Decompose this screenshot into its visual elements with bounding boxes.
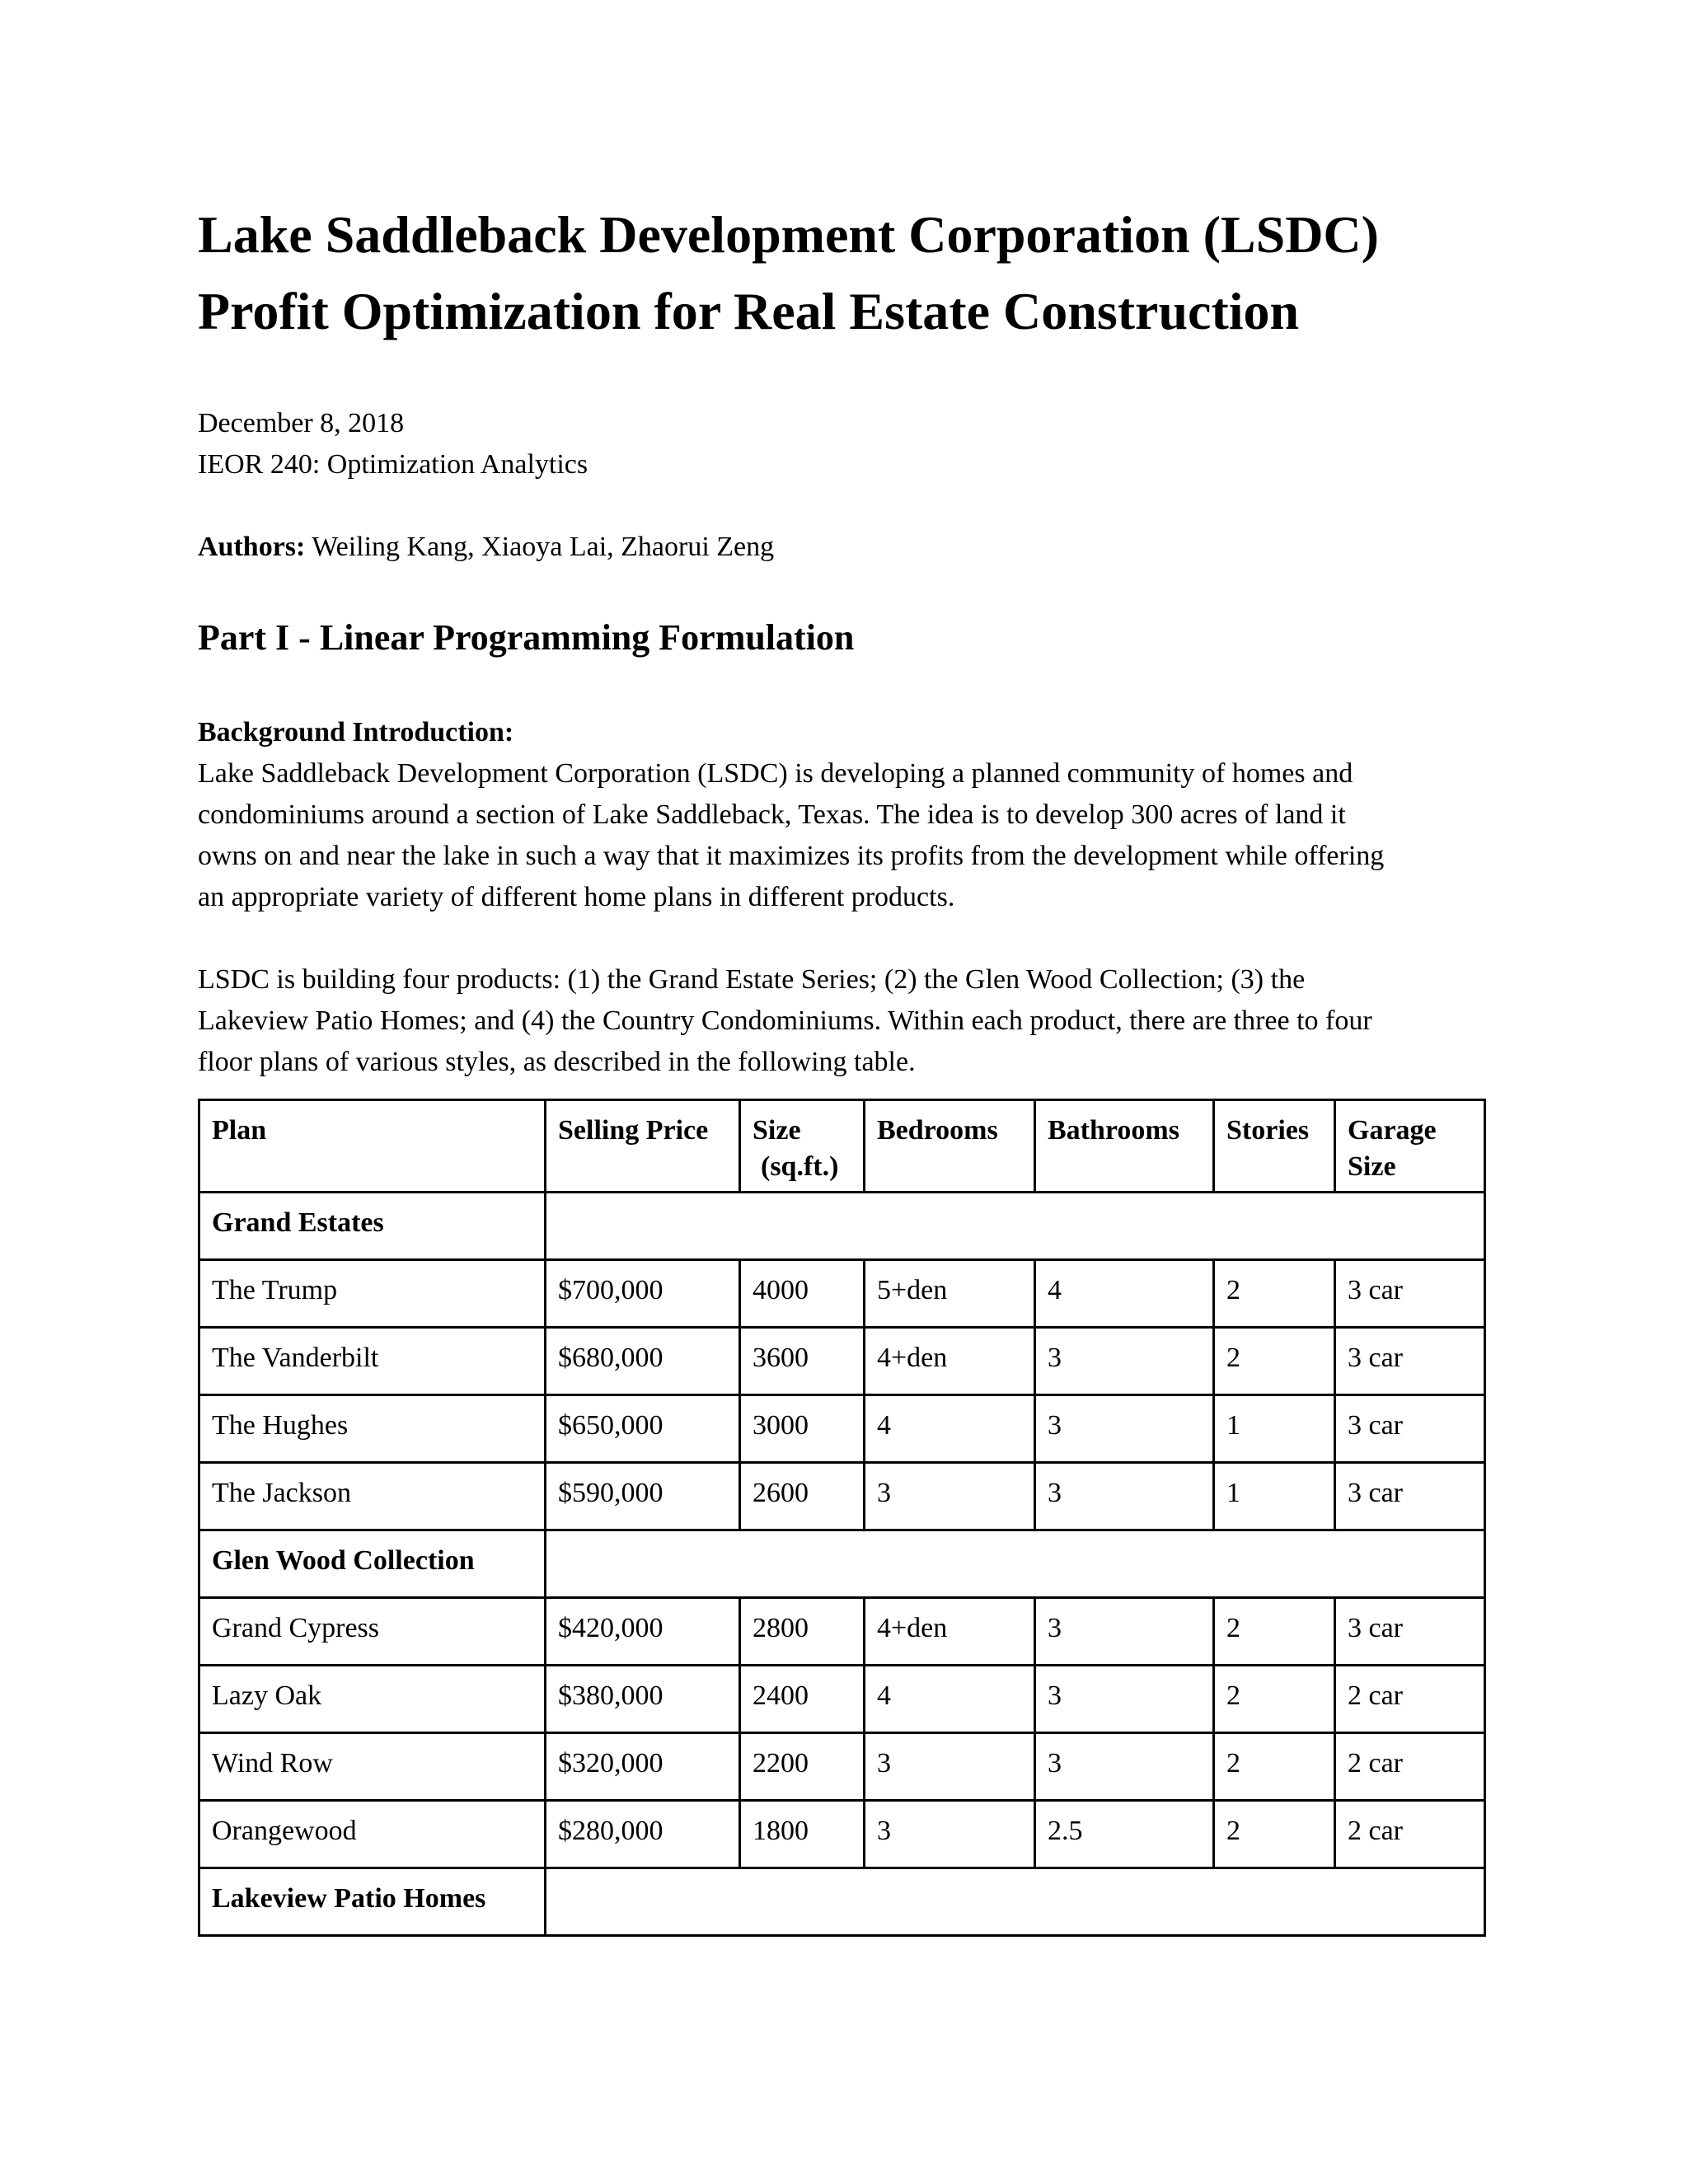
table-row [199,1395,1485,1463]
cell-price: $420,000 [546,1598,740,1666]
header-garage-size [1335,1100,1485,1193]
group-label: Lakeview Patio Homes [199,1868,546,1936]
cell-plan: Lazy Oak [199,1666,546,1733]
cell-stories: 1 [1214,1463,1335,1530]
table-row [199,1328,1485,1395]
table-group-row [199,1868,1485,1936]
header-plan: Plan [199,1100,546,1193]
cell-plan: The Trump [199,1260,546,1328]
cell-bathrooms: 3 [1035,1395,1214,1463]
course-name: IEOR 240: Optimization Analytics [198,449,588,480]
paragraph-line: floor plans of various styles, as described in the following table. [198,1047,916,1077]
cell-bathrooms: 3 [1035,1666,1214,1733]
cell-size: 3000 [740,1395,865,1463]
table-header-row [199,1100,1485,1193]
table-row [199,1666,1485,1733]
header-size-unit: (sq.ft.) [761,1151,839,1182]
paragraph-line: condominiums around a section of Lake Saddleback, Texas. The idea is to develop 300 acres of land it [198,799,1346,830]
cell-bedrooms: 3 [865,1733,1035,1801]
paragraph-line: owns on and near the lake in such a way that it maximizes its profits from the development while offering [198,841,1385,871]
table-row [199,1260,1485,1328]
cell-price: $680,000 [546,1328,740,1395]
authors-line [198,527,1484,568]
cell-plan: Grand Cypress [199,1598,546,1666]
cell-price: $650,000 [546,1395,740,1463]
table-group-row [199,1530,1485,1598]
cell-bathrooms: 3 [1035,1328,1214,1395]
cell-size: 3600 [740,1328,865,1395]
header-stories: Stories [1214,1100,1335,1193]
cell-bathrooms: 4 [1035,1260,1214,1328]
cell-plan: The Hughes [199,1395,546,1463]
cell-stories: 2 [1214,1598,1335,1666]
cell-garage: 3 car [1335,1395,1485,1463]
table-body [199,1193,1485,1936]
cell-stories: 2 [1214,1801,1335,1868]
title-line-2: Profit Optimization for Real Estate Construction [198,282,1300,340]
cell-plan: The Jackson [199,1463,546,1530]
cell-stories: 2 [1214,1666,1335,1733]
cell-garage: 3 car [1335,1598,1485,1666]
header-bedrooms: Bedrooms [865,1100,1035,1193]
group-empty-cell [546,1193,1485,1260]
cell-stories: 2 [1214,1733,1335,1801]
header-bathrooms: Bathrooms [1035,1100,1214,1193]
cell-bathrooms: 3 [1035,1463,1214,1530]
paragraph-intro [198,753,1484,918]
paragraph-line: Lake Saddleback Development Corporation (LSDC) is developing a planned community of homes and [198,758,1353,789]
cell-size: 2600 [740,1463,865,1530]
cell-stories: 2 [1214,1328,1335,1395]
cell-stories: 2 [1214,1260,1335,1328]
cell-bedrooms: 3 [865,1463,1035,1530]
cell-size: 4000 [740,1260,865,1328]
group-empty-cell [546,1530,1485,1598]
table-group-row [199,1193,1485,1260]
cell-price: $280,000 [546,1801,740,1868]
cell-bedrooms: 3 [865,1801,1035,1868]
header-garage-label-2: Size [1348,1151,1396,1182]
paragraph-line: LSDC is building four products: (1) the Grand Estate Series; (2) the Glen Wood Collection; (3) the [198,964,1306,995]
cell-price: $380,000 [546,1666,740,1733]
cell-bedrooms: 5+den [865,1260,1035,1328]
cell-bedrooms: 4 [865,1395,1035,1463]
cell-bathrooms: 3 [1035,1733,1214,1801]
header-selling-price: Selling Price [546,1100,740,1193]
cell-size: 2400 [740,1666,865,1733]
cell-size: 1800 [740,1801,865,1868]
table-row [199,1463,1485,1530]
cell-bathrooms: 2.5 [1035,1801,1214,1868]
cell-price: $590,000 [546,1463,740,1530]
background-heading: Background Introduction: [198,717,514,748]
paragraph-products [198,959,1484,1083]
title-line-1: Lake Saddleback Development Corporation (LSDC) [198,205,1379,264]
group-label: Grand Estates [199,1193,546,1260]
cell-plan: The Vanderbilt [199,1328,546,1395]
floor-plans-table [198,1099,1486,1937]
cell-size: 2800 [740,1598,865,1666]
cell-bedrooms: 4+den [865,1328,1035,1395]
cell-plan: Orangewood [199,1801,546,1868]
table-row [199,1801,1485,1868]
paragraph-line: an appropriate variety of different home plans in different products. [198,882,955,912]
paragraph-line: Lakeview Patio Homes; and (4) the Country Condominiums. Within each product, there are three to four [198,1005,1372,1036]
cell-garage: 2 car [1335,1801,1485,1868]
group-empty-cell [546,1868,1485,1936]
header-garage-label: Garage [1348,1115,1437,1146]
cell-size: 2200 [740,1733,865,1801]
table-row [199,1598,1485,1666]
cell-bedrooms: 4 [865,1666,1035,1733]
group-label: Glen Wood Collection [199,1530,546,1598]
table-row [199,1733,1485,1801]
cell-garage: 3 car [1335,1463,1485,1530]
document-body [198,196,1484,1083]
cell-bedrooms: 4+den [865,1598,1035,1666]
header-size-label: Size [753,1115,801,1146]
cell-price: $320,000 [546,1733,740,1801]
document-meta [198,403,1484,485]
cell-garage: 2 car [1335,1733,1485,1801]
document-date: December 8, 2018 [198,408,405,438]
cell-garage: 2 car [1335,1666,1485,1733]
authors-names: Weiling Kang, Xiaoya Lai, Zhaorui Zeng [305,532,775,562]
cell-price: $700,000 [546,1260,740,1328]
cell-plan: Wind Row [199,1733,546,1801]
cell-garage: 3 car [1335,1260,1485,1328]
cell-garage: 3 car [1335,1328,1485,1395]
cell-stories: 1 [1214,1395,1335,1463]
document-title [198,196,1484,349]
section-heading: Part I - Linear Programming Formulation [198,617,855,658]
cell-bathrooms: 3 [1035,1598,1214,1666]
header-size [740,1100,865,1193]
authors-label: Authors: [198,532,306,562]
